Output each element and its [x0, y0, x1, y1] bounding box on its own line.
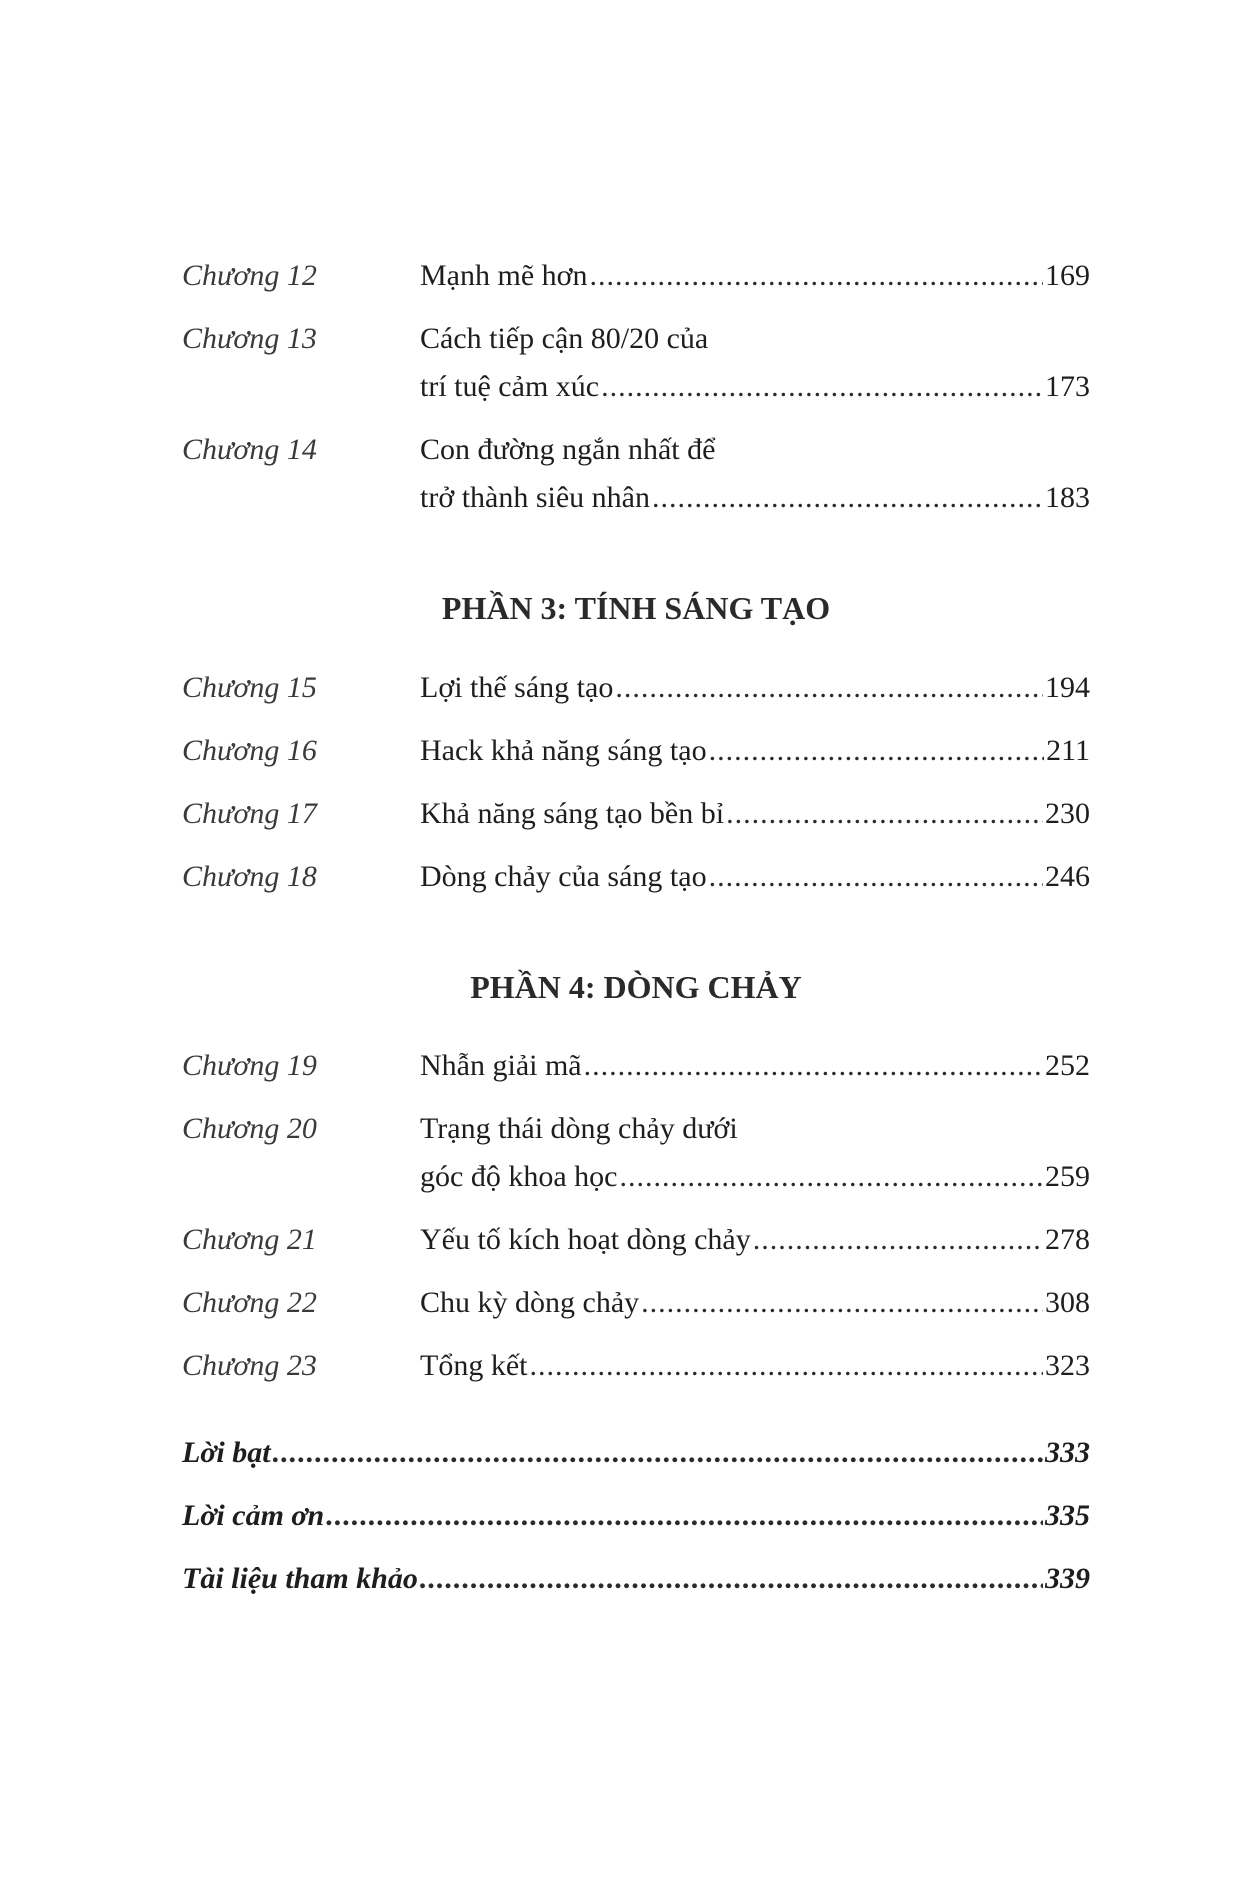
chapter-title-line2: góc độ khoa học: [420, 1160, 618, 1193]
page-number: 169: [1045, 259, 1090, 292]
toc-entry-ch17[interactable]: [182, 790, 1090, 838]
chapter-title-line2: trở thành siêu nhân: [420, 481, 650, 514]
chapter-label: Chương 17: [182, 797, 317, 830]
page-number: 246: [1045, 860, 1090, 893]
chapter-title: Tổng kết: [420, 1349, 528, 1382]
toc-entry-ch15[interactable]: [182, 664, 1090, 712]
page-number: 323: [1045, 1349, 1090, 1382]
dot-leader: [709, 727, 1045, 775]
part-heading-3: PHẦN 3: TÍNH SÁNG TẠO: [441, 590, 831, 626]
dot-leader: [726, 790, 1043, 838]
dot-leader: [601, 363, 1043, 411]
chapter-title: Khả năng sáng tạo bền bỉ: [420, 797, 725, 830]
entry-title: Tài liệu tham khảo: [182, 1562, 418, 1595]
dot-leader: [619, 1153, 1043, 1201]
toc-entry-acknowledgements[interactable]: [182, 1492, 1090, 1540]
dot-leader: [709, 853, 1043, 901]
chapter-title: Mạnh mẽ hơn: [420, 259, 588, 292]
chapter-label: Chương 12: [182, 259, 317, 292]
dot-leader: [615, 664, 1043, 712]
dot-leader: [529, 1342, 1043, 1390]
chapter-label: Chương 15: [182, 671, 317, 704]
page-number: 335: [1045, 1499, 1090, 1532]
chapter-title: Dòng chảy của sáng tạo: [420, 860, 707, 893]
toc-entry-afterword[interactable]: [182, 1429, 1090, 1477]
toc-entry-ch14[interactable]: [182, 426, 1090, 474]
chapter-title: Nhẫn giải mã: [420, 1049, 582, 1082]
page-number: 259: [1045, 1160, 1090, 1193]
dot-leader: [273, 1429, 1043, 1477]
dot-leader: [326, 1492, 1043, 1540]
chapter-title-line1: Cách tiếp cận 80/20 của: [420, 322, 709, 355]
chapter-label: Chương 21: [182, 1223, 317, 1256]
chapter-label: Chương 22: [182, 1286, 317, 1319]
toc-entry-ch16[interactable]: [182, 727, 1090, 775]
chapter-label: Chương 19: [182, 1049, 317, 1082]
page-number: 194: [1045, 671, 1090, 704]
chapter-title: Chu kỳ dòng chảy: [420, 1286, 640, 1319]
page-number: 252: [1045, 1049, 1090, 1082]
page-number: 339: [1045, 1562, 1090, 1595]
part-heading-4: PHẦN 4: DÒNG CHẢY: [470, 969, 802, 1005]
page-number: 211: [1046, 734, 1090, 767]
dot-leader: [420, 1555, 1043, 1603]
dot-leader: [641, 1279, 1043, 1327]
toc-entry-ch14-cont[interactable]: [182, 474, 1090, 522]
chapter-label: Chương 16: [182, 734, 317, 767]
page-number: 230: [1045, 797, 1090, 830]
dot-leader: [753, 1216, 1043, 1264]
chapter-title-line1: Trạng thái dòng chảy dưới: [420, 1112, 738, 1145]
chapter-label: Chương 13: [182, 322, 317, 355]
chapter-label: Chương 14: [182, 433, 317, 466]
chapter-title: Hack khả năng sáng tạo: [420, 734, 707, 767]
dot-leader: [652, 474, 1043, 522]
toc-entry-ch13-cont[interactable]: [182, 363, 1090, 411]
chapter-title: Yếu tố kích hoạt dòng chảy: [420, 1223, 751, 1256]
page-number: 278: [1045, 1223, 1090, 1256]
chapter-title-line2: trí tuệ cảm xúc: [420, 370, 600, 403]
toc-entry-ch23[interactable]: [182, 1342, 1090, 1390]
entry-title: Lời bạt: [182, 1436, 271, 1469]
page-number: 183: [1045, 481, 1090, 514]
toc-entry-ch12[interactable]: [182, 252, 1090, 300]
toc-entry-ch22[interactable]: [182, 1279, 1090, 1327]
toc-entry-ch20[interactable]: [182, 1105, 1090, 1153]
page-number: 173: [1045, 370, 1090, 403]
toc-entry-ch18[interactable]: [182, 853, 1090, 901]
toc-entry-ch19[interactable]: [182, 1042, 1090, 1090]
chapter-label: Chương 23: [182, 1349, 317, 1382]
chapter-label: Chương 20: [182, 1112, 317, 1145]
page-number: 333: [1045, 1436, 1090, 1469]
toc-entry-ch21[interactable]: [182, 1216, 1090, 1264]
dot-leader: [584, 1042, 1043, 1090]
dot-leader: [590, 252, 1043, 300]
entry-title: Lời cảm ơn: [182, 1499, 325, 1532]
chapter-title: Lợi thế sáng tạo: [420, 671, 614, 704]
chapter-label: Chương 18: [182, 860, 317, 893]
toc-entry-references[interactable]: [182, 1555, 1090, 1603]
chapter-title-line1: Con đường ngắn nhất để: [420, 433, 716, 466]
page-number: 308: [1045, 1286, 1090, 1319]
toc-entry-ch13[interactable]: [182, 315, 1090, 363]
toc-entry-ch20-cont[interactable]: [182, 1153, 1090, 1201]
